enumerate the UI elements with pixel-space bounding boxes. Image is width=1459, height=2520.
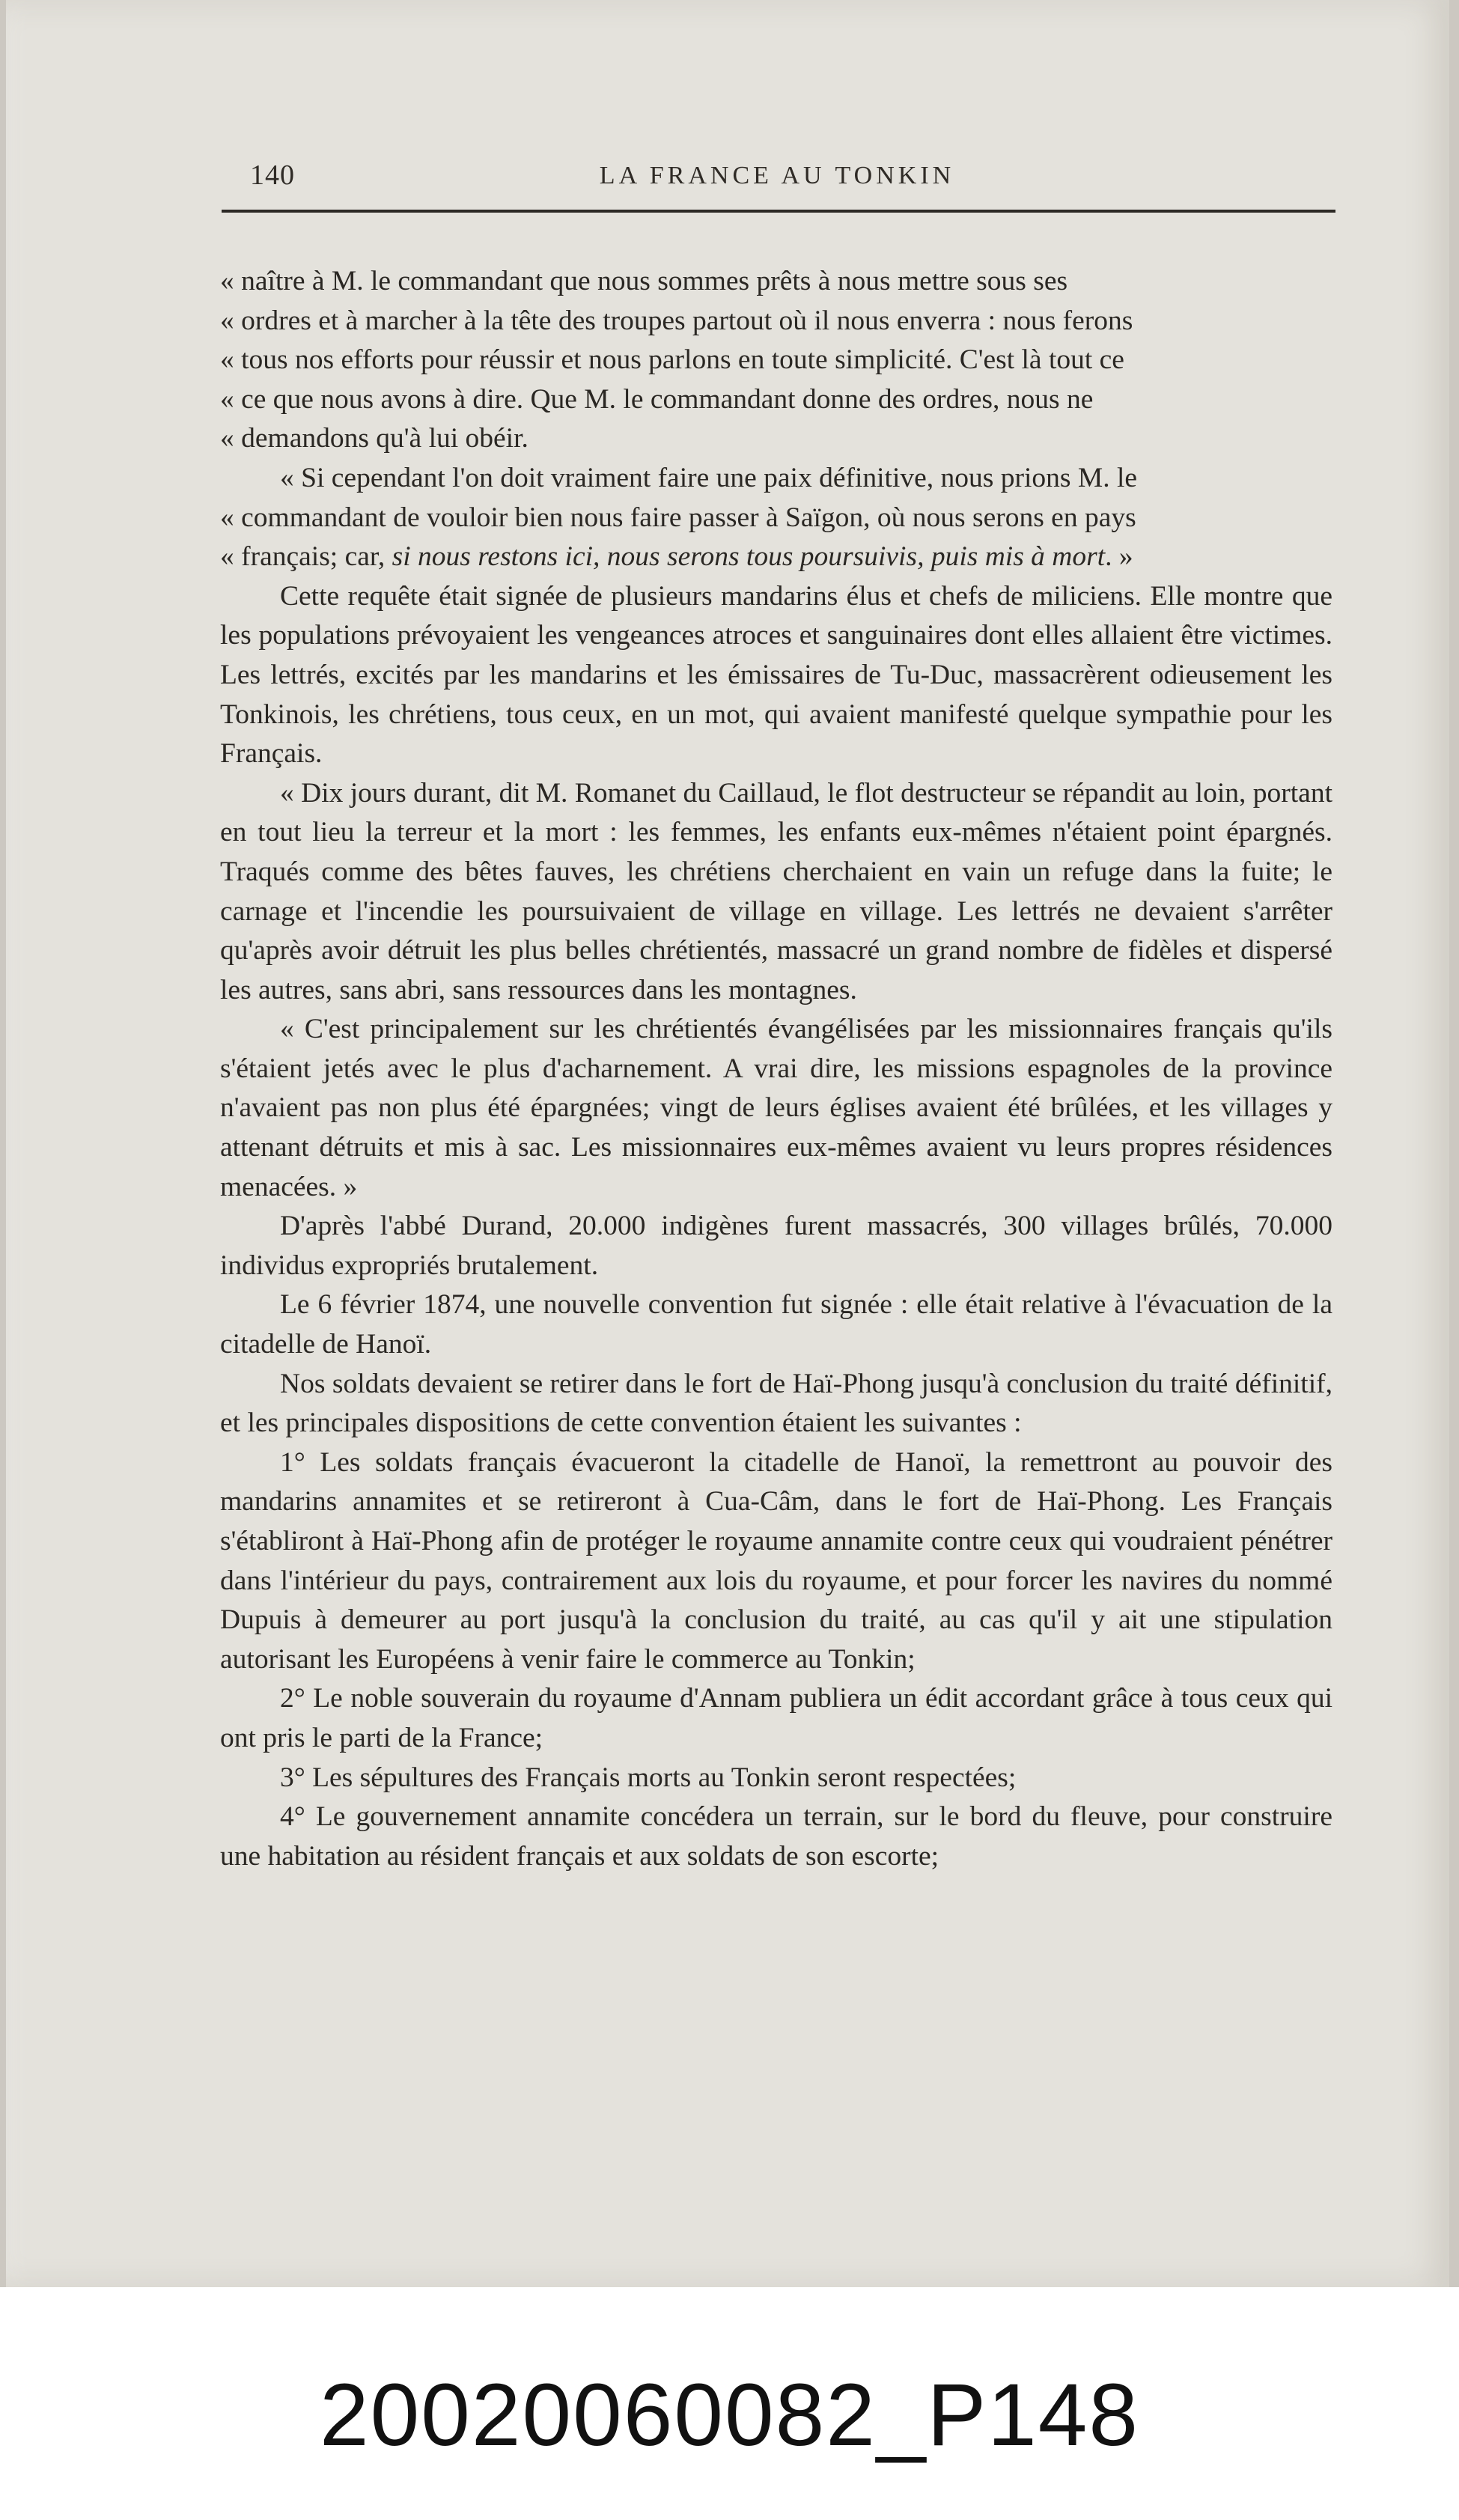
paragraph-quote-line-6: « Si cependant l'on doit vraiment faire une paix définitive, nous prions M. le: [280, 462, 1138, 493]
quote-close: . »: [1105, 541, 1133, 573]
paragraph-dix-jours: « Dix jours durant, dit M. Romanet du Caillaud, le flot destructeur se répandit au loin, portant en tout lieu la terreur et la mort : les femmes, les enfants eux-mêmes n'étaient point épargnés. Traqués comme des bêtes fauves, les chrétiens cherchaient en vain un refuge dans la fuite; le carnage et l'incendie les poursuivaient de village en village. Les lettrés ne devaient s'arrêter qu'après avoir détruit les plus belles chrétientés, massacré un grand nombre de fidèles et dispersé les autres, sans abri, sans ressources dans les montagnes.: [220, 777, 1332, 1005]
running-title: LA FRANCE AU TONKIN: [599, 162, 955, 189]
paragraph-quote-line-3: « tous nos efforts pour réussir et nous parlons en toute simplicité. C'est là tout ce: [220, 344, 1124, 376]
paragraph-quote-line-7: « commandant de vouloir bien nous faire passer à Saïgon, où nous serons en pays: [220, 502, 1136, 533]
paragraph-quote-line-1: « naître à M. le commandant que nous sommes prêts à nous mettre sous ses: [220, 266, 1068, 296]
paragraph-quote-line-5: « demandons qu'à lui obéir.: [220, 423, 529, 454]
catalog-stamp: 20020060082_P148: [319, 2366, 1140, 2465]
paragraph-article-1: 1° Les soldats français évacueront la citadelle de Hanoï, la remettront au pouvoir des mandarins annamites et se retireront à Cua-Câm, dans le fort de Haï-Phong. Les Français s'établiront à Haï-Phong afin de protéger le royaume annamite contre ceux qui voudraient pénétrer dans l'intérieur du pays, contrairement aux lois du royaume, et pour forcer les navires du nommé Dupuis à demeurer au port jusqu'à la conclusion du traité, au cas qu'il y ait une stipulation autorisant les Européens à venir faire le commerce au Tonkin;: [220, 1446, 1332, 1675]
paragraph-convention-date: Le 6 février 1874, une nouvelle convention fut signée : elle était relative à l'évacuation de la citadelle de Hanoï.: [220, 1289, 1332, 1360]
paragraph-article-3: 3° Les sépultures des Français morts au Tonkin seront respectées;: [280, 1762, 1017, 1793]
paragraph-requete: Cette requête était signée de plusieurs mandarins élus et chefs de miliciens. Elle montre que les populations prévoyaient les vengeances atroces et sanguinaires dont elles allaient être victimes. Les lettrés, excités par les mandarins et les émissaires de Tu-Duc, massacrèrent odieusement les Tonkinois, les chrétiens, tous ceux, en un mot, qui avaient manifesté quelque sympathie pour les Français.: [220, 580, 1332, 770]
page-header: [216, 159, 1338, 204]
paragraph-article-4: 4° Le gouvernement annamite concédera un terrain, sur le bord du fleuve, pour construire une habitation au résident français et aux soldats de son escorte;: [220, 1801, 1332, 1872]
header-rule: [222, 210, 1335, 213]
page-number: 140: [250, 159, 295, 191]
italic-quote-text: si nous restons ici, nous serons tous poursuivis, puis mis à mort: [392, 541, 1106, 573]
paragraph-nos-soldats: Nos soldats devaient se retirer dans le fort de Haï-Phong jusqu'à conclusion du traité définitif, et les principales dispositions de cette convention étaient les suivantes :: [220, 1368, 1332, 1439]
paragraph-quote-line-8: [220, 538, 1332, 577]
quote-text: « français; car,: [220, 541, 392, 573]
paragraph-article-2: 2° Le noble souverain du royaume d'Annam publiera un édit accordant grâce à tous ceux qui ont pris le parti de la France;: [220, 1683, 1332, 1753]
paragraph-abbe-durand: D'après l'abbé Durand, 20.000 indigènes furent massacrés, 300 villages brûlés, 70.000 individus expropriés brutalement.: [220, 1211, 1332, 1281]
body-text: [220, 262, 1332, 1876]
paragraph-chretientes: « C'est principalement sur les chrétientés évangélisées par les missionnaires français qu'ils s'étaient jetés avec le plus d'acharnement. A vrai dire, les missions espagnoles de la province n'avaient pas non plus été épargnées; vingt de leurs églises avaient été brûlées, et les villages y attenant détruits et mis à sac. Les missionnaires eux-mêmes avaient vu leurs propres résidences menacées. »: [220, 1014, 1332, 1202]
paragraph-quote-line-2: « ordres et à marcher à la tête des troupes partout où il nous enverra : nous ferons: [220, 305, 1133, 336]
book-page: [6, 0, 1449, 2287]
paragraph-quote-line-4: « ce que nous avons à dire. Que M. le commandant donne des ordres, nous ne: [220, 383, 1094, 415]
